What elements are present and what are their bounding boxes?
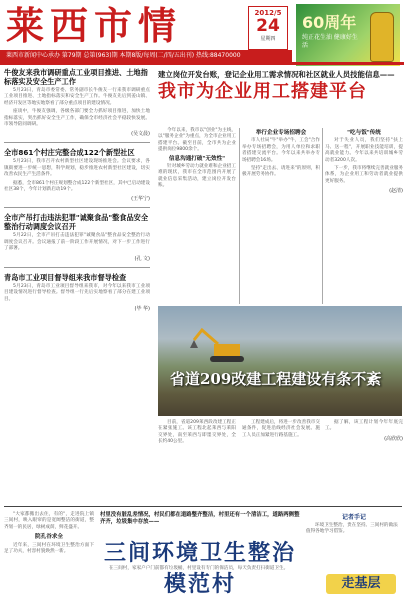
story-paragraph: 目前，省道209莱西段改建工程正在紧张施工。该工程北起莱西与莱阳交界处，南至莱西与即墨交界处，全长约40公里。 — [158, 420, 236, 445]
photo-story — [158, 420, 402, 504]
bottom-lead: 村里没有脏乱差情况，村民们都在道路整齐整洁，村里还有一个清洁工，道路两侧整齐齐，垃圾集中存放—— — [100, 512, 300, 525]
news-author: (孔 文) — [134, 255, 150, 262]
feature-paragraph: 今年以来，我市以"创业"为主线，以"服务企业"为重点，为全市企业用工搭建平台。截至目前，全市共为企业提供岗位9800余个。 — [158, 128, 236, 153]
bottom-title[interactable]: 三间环境卫生整治模范村 — [103, 541, 296, 597]
feature-paragraph: 对于失业人员，我们坚持"扶上马、送一程"，开展职业技能培训，提高就业能力。今年以来共培训城乡劳动者3200人次。 — [325, 138, 403, 163]
feature-paragraph: 下一步，我市将继续完善就业服务体系，为企业用工和劳动者就业提供更好服务。 — [325, 166, 403, 184]
news-body: 5月23日，青岛市工业项目督导组来我市，对今年以来我市工业项目建设情况进行督导检查。督导组一行先后实地察看了部分在建工业项目。 — [4, 283, 150, 302]
feature-author: (赵清) — [389, 188, 403, 195]
news-body: 座谈中，牛俊友强调，各级各部门要全力抓好项目推进，加快土地指标落实，突出抓好安全生产工作，确保全市经济社会平稳较快发展。市领导陪同调研。 — [4, 109, 150, 128]
feature-subheading: 举行企业专场招聘会 — [255, 130, 307, 136]
divider — [4, 207, 150, 208]
date-box — [248, 6, 288, 50]
feature-column-1 — [158, 128, 236, 192]
story-column — [325, 420, 403, 442]
news-body: 5月23日，青岛市委常委、常务副市长牛俊友一行来我市调研重点工业项目推进、土地指标落实和安全生产工作。牛俊友先后到姜山镇、经济开发区等地实地察看了部分重点项目的建设情况。 — [4, 88, 150, 106]
feature-subheading: 信息沟通打破"无效性" — [168, 155, 226, 162]
date-year-month: 2012/5 — [254, 9, 282, 17]
reporter-note-heading: 记者手记 — [341, 514, 366, 521]
story-author: (高欣欣) — [384, 435, 403, 442]
news-headline[interactable]: 青岛市工业项目督导组来我市督导检查 — [4, 272, 127, 282]
issue-info-text: 莱西市新闻中心承办 第79期 总第(963)期 本期8版/每周(二/四/五出刊) 热线:88470000 — [6, 52, 241, 59]
story-column — [242, 420, 320, 439]
divider — [4, 142, 150, 143]
news-headline[interactable]: 牛俊友来我市调研重点工业项目推进、土地指标落实及安全生产工作 — [4, 68, 148, 86]
photo-caption: 省道209改建工程建设有条不紊 — [170, 370, 382, 388]
news-item — [4, 273, 150, 312]
bottom-paragraph: "大家都搬出去住，有的"，走进院上镇三间村，映入眼帘的是宽阔整洁的街道，整齐划一的民居，绿树成荫，鲜花盛开。 — [4, 512, 94, 530]
news-body: 5月22日，全市产吊打击违法犯罪"诚聚食品"整食品安全整治行动调度会议召开。会议通报了前一阶段工作开展情况，对下一步工作进行了部署。 — [4, 233, 150, 252]
feature-body — [158, 128, 402, 304]
feature-kicker: 建立岗位开发台账，登记企业用工需求情况和社区就业人员技能信息—— — [158, 70, 395, 79]
oil-bottle-icon — [370, 12, 394, 62]
bottom-paragraph: 在三间村，家家户户门前都有垃圾桶，村里设有专门的保洁员，每天负责打扫街道卫生。 — [109, 566, 289, 571]
date-weekday: 星期四 — [260, 36, 276, 42]
feature-paragraph: 坚持"走出去、请进来"的原则，积极开展劳务协作。 — [242, 166, 320, 178]
story-paragraph: 据了解，该工程计划今年年底完工。 — [325, 420, 403, 432]
news-headline[interactable]: 全市861个村庄完整合成122个新型社区 — [4, 148, 135, 158]
issue-info-bar — [0, 50, 292, 62]
column-badge: 走基层 — [326, 574, 396, 594]
news-body: 5月23日，我市召开农村新型社区建设现场推进会。会议要求，各镇街要进一步统一思想，科学规划，稳步推进农村新型社区建设，切实改善农民生产生活条件。 — [4, 159, 150, 178]
news-photo[interactable] — [158, 306, 402, 416]
feature-column-2 — [242, 128, 320, 181]
bottom-left-column — [4, 512, 94, 555]
story-paragraph: 工程建成后，将进一步改善我市交通条件，促进沿线经济社会发展。施工人员正加紧进行路基施工。 — [242, 420, 320, 438]
ad-headline: 60周年 — [302, 13, 357, 32]
bottom-right-column — [306, 512, 402, 536]
excavator-icon — [188, 326, 258, 366]
news-body: 据悉，全市861个村庄规划整合成122个新型社区，其中已启动建设社区38个，今年计划新启动19个。 — [4, 180, 150, 193]
ad-text: 纯正花生油 健康好生活 — [302, 34, 358, 49]
news-item — [4, 148, 150, 202]
section-divider — [4, 506, 402, 507]
feature-subheading: "吃与饭"传统 — [347, 130, 381, 136]
news-author: (王华宁) — [131, 196, 150, 203]
date-day: 24 — [256, 16, 280, 36]
masthead-title: 莱西市情 — [6, 3, 183, 48]
column-rule — [239, 128, 240, 304]
news-item — [4, 213, 150, 261]
feature-header — [158, 70, 402, 104]
news-headline[interactable]: 全市产吊打击违法犯罪"诚聚食品"整食品安全整治行动调度会议召开 — [4, 213, 149, 232]
news-author: (吴文晨) — [131, 131, 150, 138]
story-column — [158, 420, 236, 446]
feature-paragraph: 针对城乡劳动力就业难和企业招工难的现状，我市在全市范围内开展了就业信息采集活动，建立岗位开发台账。 — [158, 164, 236, 189]
left-news-column — [4, 68, 150, 312]
divider — [4, 267, 150, 268]
bottom-middle-column — [100, 566, 300, 572]
feature-paragraph: 市人社局"牛"举办"牛，工会"合作举办专场招聘会，为用人单位和求职者搭建交流平台。今年以来共举办专场招聘会16场。 — [242, 138, 320, 163]
feature-column-3 — [325, 128, 403, 194]
bottom-paragraph: 近年来，三间村在环境卫生整治方面下足了功夫，村容村貌焕然一新。 — [4, 542, 94, 555]
top-advertisement[interactable] — [296, 4, 400, 66]
bottom-paragraph: 环境卫生整治，贵在坚持。三间村的做法值得各地学习借鉴。 — [306, 523, 398, 535]
header-divider — [0, 62, 404, 65]
column-rule — [322, 128, 323, 304]
news-item — [4, 68, 150, 137]
feature-title[interactable]: 我市为企业用工搭建平台 — [158, 81, 367, 102]
news-author: (毕 华) — [134, 305, 150, 312]
bottom-subheading: 院孔谷求全 — [35, 534, 63, 541]
